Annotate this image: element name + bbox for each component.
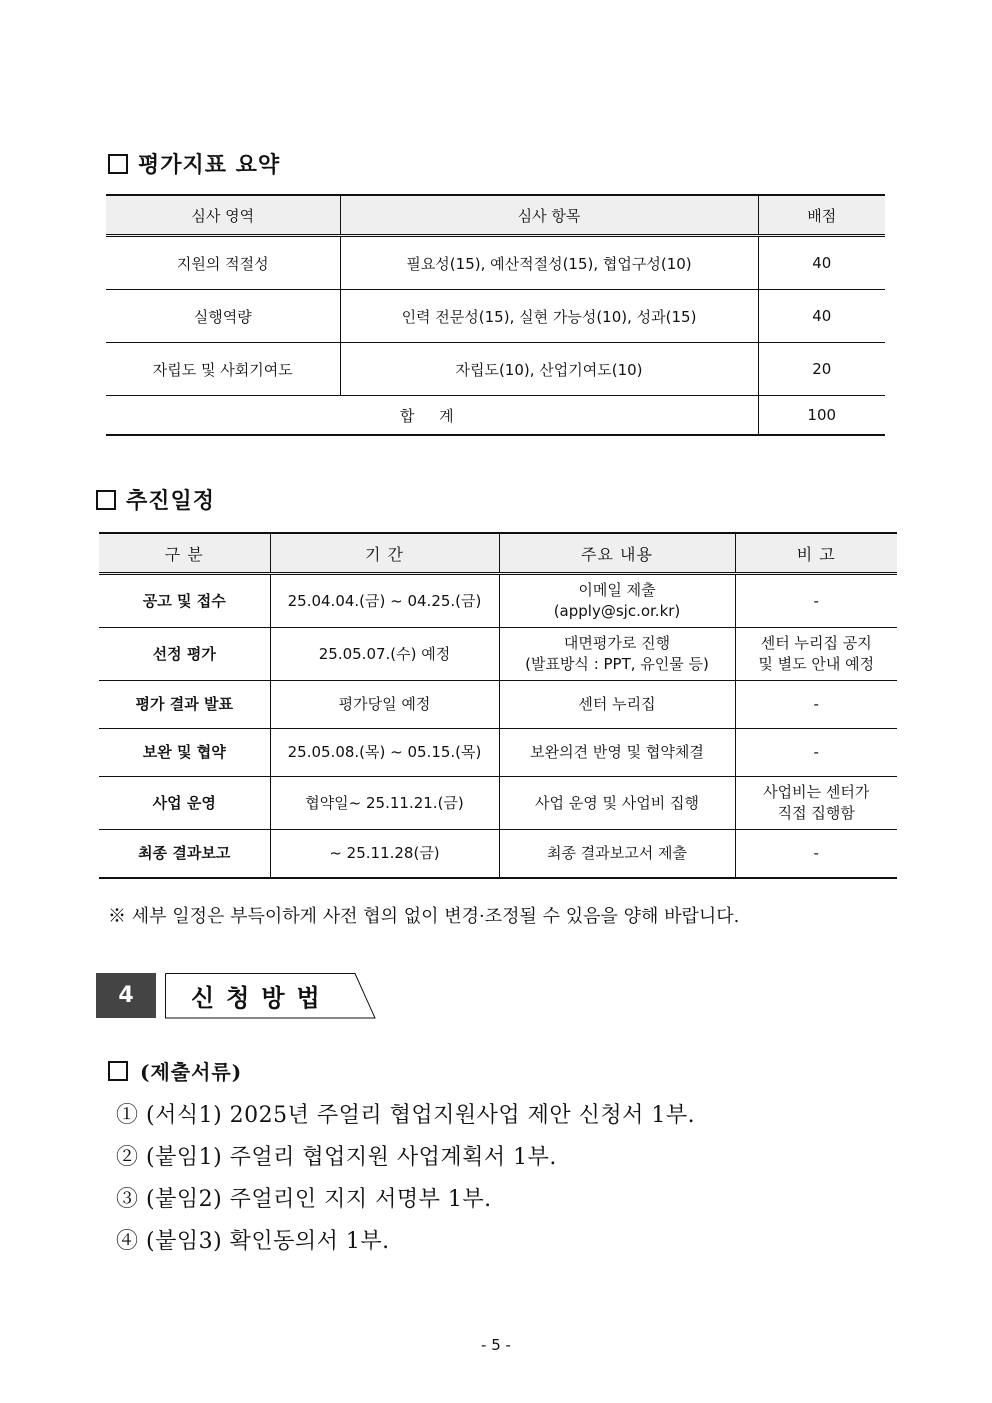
section-schedule-title <box>96 484 215 515</box>
content-line: 이메일 제출 <box>578 581 656 599</box>
stage-cell: 선정 평가 <box>99 628 270 681</box>
note-cell <box>735 729 897 777</box>
stage-cell: 최종 결과보고 <box>99 830 270 879</box>
period-cell: 협약일~ 25.11.21.(금) <box>270 777 499 830</box>
note-cell <box>735 681 897 729</box>
submission-docs-title <box>108 1056 242 1085</box>
table-row <box>99 628 897 681</box>
evaluation-table <box>106 194 885 436</box>
score-cell: 20 <box>758 343 885 396</box>
content-line: 대면평가로 진행 <box>563 634 671 652</box>
period-cell: 25.04.04.(금) ~ 04.25.(금) <box>270 574 499 628</box>
note-line: 직접 집행함 <box>777 804 855 822</box>
table-row <box>99 574 897 628</box>
total-row <box>106 396 885 436</box>
sub-title-text: (제출서류) <box>140 1060 243 1084</box>
stage-cell: 평가 결과 발표 <box>99 681 270 729</box>
note-cell <box>735 574 897 628</box>
list-item: ① (서식1) 2025년 주얼리 협업지원사업 제안 신청서 1부. <box>116 1103 696 1128</box>
checkbox-icon <box>96 490 116 510</box>
area-cell: 자립도 및 사회기여도 <box>106 343 340 396</box>
content-cell <box>499 574 735 628</box>
content-line: (발표방식 : PPT, 유인물 등) <box>525 655 709 673</box>
list-item: ④ (붙임3) 확인동의서 1부. <box>116 1229 390 1254</box>
content-line: 최종 결과보고서 제출 <box>547 844 687 862</box>
area-cell: 지원의 적절성 <box>106 236 340 290</box>
items-cell: 인력 전문성(15), 실현 가능성(10), 성과(15) <box>340 290 758 343</box>
table-row <box>106 290 885 343</box>
schedule-footnote: ※ 세부 일정은 부득이하게 사전 협의 없이 변경·조정될 수 있음을 양해 바랍니다. <box>108 906 740 927</box>
header-cell: 심사 영역 <box>106 195 340 236</box>
stage-cell: 공고 및 접수 <box>99 574 270 628</box>
note-line: - <box>813 591 819 610</box>
score-cell: 40 <box>758 290 885 343</box>
content-line: 보완의견 반영 및 협약체결 <box>530 743 704 761</box>
stage-cell: 사업 운영 <box>99 777 270 830</box>
checkbox-icon <box>108 154 128 174</box>
note-cell <box>735 830 897 879</box>
table-row <box>99 729 897 777</box>
section-number-badge: 4 <box>96 973 156 1018</box>
items-cell: 필요성(15), 예산적절성(15), 협업구성(10) <box>340 236 758 290</box>
note-line: 및 별도 안내 예정 <box>758 655 875 673</box>
section-title-text: 추진일정 <box>126 488 216 514</box>
table-row <box>106 236 885 290</box>
score-cell: 40 <box>758 236 885 290</box>
table-header-row <box>99 533 897 574</box>
table-row <box>99 681 897 729</box>
period-cell: 25.05.07.(수) 예정 <box>270 628 499 681</box>
note-line: - <box>813 743 819 761</box>
table-row <box>99 777 897 830</box>
note-line: - <box>813 844 819 862</box>
total-score: 100 <box>758 396 885 436</box>
header-cell: 배점 <box>758 195 885 236</box>
content-cell <box>499 729 735 777</box>
table-row <box>99 830 897 879</box>
list-item: ② (붙임1) 주얼리 협업지원 사업계획서 1부. <box>116 1145 557 1170</box>
content-line: (apply@sjc.or.kr) <box>553 602 681 620</box>
schedule-table <box>99 532 897 879</box>
header-cell: 비 고 <box>735 533 897 574</box>
content-cell <box>499 777 735 830</box>
table-header-row <box>106 195 885 236</box>
section-header-text: 신청방법 <box>191 984 332 1012</box>
period-cell: ~ 25.11.28(금) <box>270 830 499 879</box>
section-title-text: 평가지표 요약 <box>138 152 281 178</box>
header-cell: 기 간 <box>270 533 499 574</box>
note-cell <box>735 628 897 681</box>
period-cell: 25.05.08.(목) ~ 05.15.(목) <box>270 729 499 777</box>
note-cell <box>735 777 897 830</box>
stage-cell: 보완 및 협약 <box>99 729 270 777</box>
note-line: - <box>813 695 819 713</box>
content-cell <box>499 681 735 729</box>
header-cell: 주요 내용 <box>499 533 735 574</box>
items-cell: 자립도(10), 산업기여도(10) <box>340 343 758 396</box>
total-label: 합 계 <box>106 396 758 436</box>
area-cell: 실행역량 <box>106 290 340 343</box>
note-line: 센터 누리집 공지 <box>760 634 872 652</box>
content-cell <box>499 628 735 681</box>
content-cell <box>499 830 735 879</box>
list-item: ③ (붙임2) 주얼리인 지지 서명부 1부. <box>116 1187 492 1212</box>
note-line: 사업비는 센터가 <box>763 783 870 801</box>
section-evaluation-title <box>108 148 280 179</box>
content-line: 센터 누리집 <box>578 695 656 713</box>
header-cell: 심사 항목 <box>340 195 758 236</box>
table-row <box>106 343 885 396</box>
page-number: - 5 - <box>481 1336 511 1354</box>
content-line: 사업 운영 및 사업비 집행 <box>535 793 699 812</box>
period-cell: 평가당일 예정 <box>270 681 499 729</box>
header-cell: 구 분 <box>99 533 270 574</box>
checkbox-icon <box>108 1061 128 1081</box>
